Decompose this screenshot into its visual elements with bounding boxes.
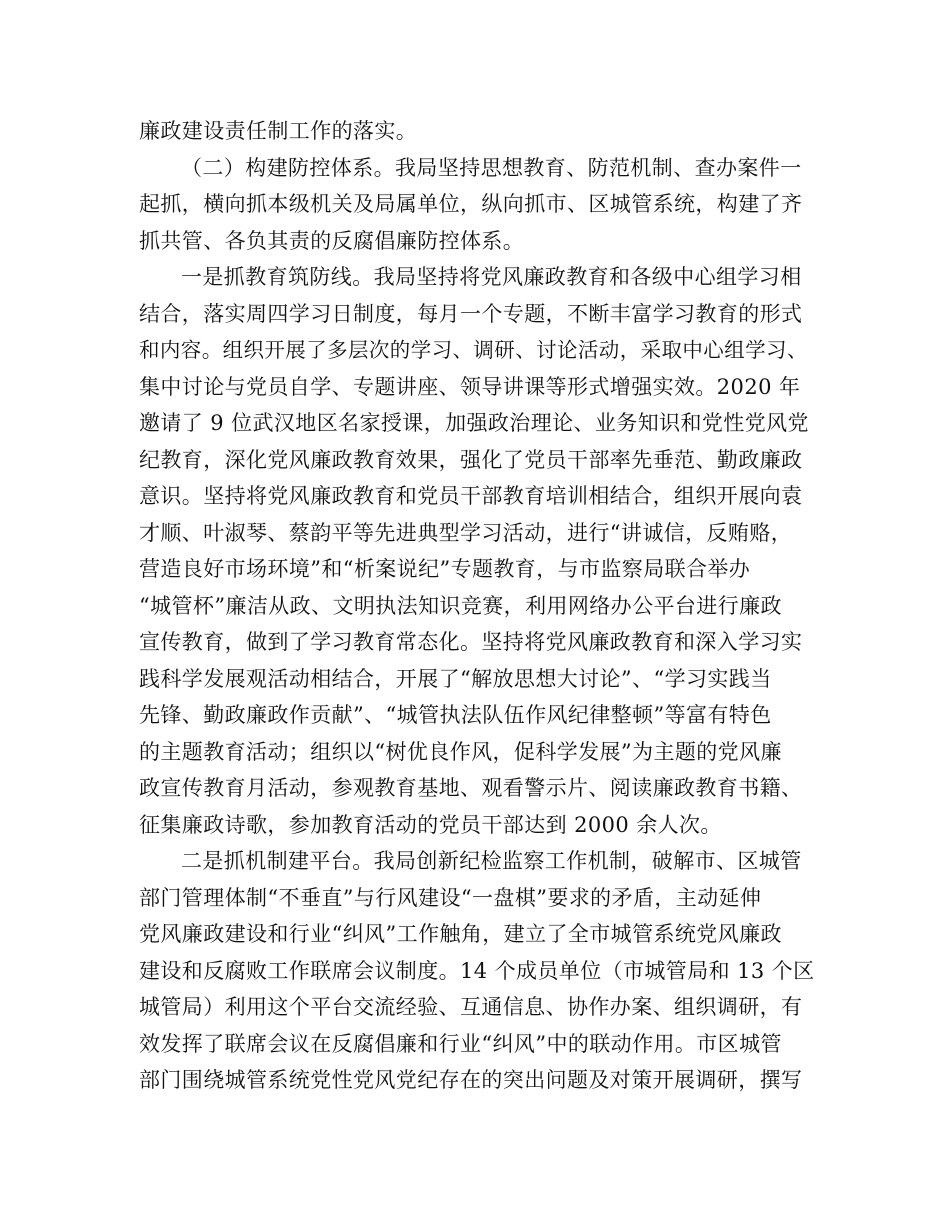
paragraph-first-line: 一是抓教育筑防线。我局坚持将党风廉政教育和各级中心组学习相: [181, 265, 802, 289]
paragraph-first-line: （二）构建防控体系。我局坚持思想教育、防范机制、查办案件一: [181, 155, 802, 180]
text-line: 营造良好市场环境”和“析案说纪”专题教育，与市监察局联合举办: [139, 557, 751, 581]
text-line: 抓共管、各负其责的反腐倡廉防控体系。: [139, 228, 525, 253]
paragraph-first-line: 二是抓机制建平台。我局创新纪检监察工作机制，破解市、区城管: [181, 849, 802, 873]
text-line: “城管杯”廉洁从政、文明执法知识竞赛，利用网络办公平台进行廉政: [139, 593, 782, 618]
text-line: 践科学发展观活动相结合，开展了“解放思想大讨论”、“学习实践当: [139, 666, 772, 691]
text-line: 和内容。组织开展了多层次的学习、调研、讨论活动，采取中心组学习、: [139, 338, 808, 362]
text-line: 结合，落实周四学习日制度，每月一个专题，不断丰富学习教育的形式: [139, 301, 803, 326]
text-line: 部门管理体制“不垂直”与行风建设“一盘棋”要求的矛盾，主动延伸: [139, 885, 762, 910]
text-line: 城管局）利用这个平台交流经验、互通信息、协作办案、组织调研，有: [139, 995, 803, 1019]
text-line: 廉政建设责任制工作的落实。: [139, 119, 418, 143]
text-line: 才顺、叶淑琴、蔡韵平等先进典型学习活动，进行“讲诚信，反贿赂，: [139, 520, 793, 545]
text-line: 先锋、勤政廉政作贡献”、“城管执法队伍作风纪律整顿”等富有特色: [139, 703, 772, 727]
text-line: 建设和反腐败工作联席会议制度。14 个成员单位（市城管局和 13 个区: [139, 958, 815, 983]
text-line: 政宣传教育月活动，参观教育基地、观看警示片、阅读廉政教育书籍、: [139, 776, 803, 800]
text-line: 部门围绕城管系统党性党风党纪存在的突出问题及对策开展调研，撰写: [139, 1068, 803, 1092]
text-line: 征集廉政诗歌，参加教育活动的党员干部达到 2000 余人次。: [139, 812, 722, 837]
text-line: 邀请了 9 位武汉地区名家授课，加强政治理论、业务知识和党性党风党: [139, 411, 809, 435]
document-body: [139, 113, 821, 1099]
text-line: 集中讨论与党员自学、专题讲座、领导讲课等形式增强实效。2020 年: [139, 374, 801, 399]
text-line: 党风廉政建设和行业“纠风”工作触角，建立了全市城管系统党风廉政: [139, 922, 782, 946]
text-line: 纪教育，深化党风廉政教育效果，强化了党员干部率先垂范、勤政廉政: [139, 447, 803, 472]
text-line: 的主题教育活动；组织以“树优良作风，促科学发展”为主题的党风廉: [139, 739, 782, 764]
text-line: 效发挥了联席会议在反腐倡廉和行业“纠风”中的联动作用。市区城管: [139, 1031, 782, 1056]
text-line: 宣传教育，做到了学习教育常态化。坚持将党风廉政教育和深入学习实: [139, 630, 803, 654]
text-line: 起抓，横向抓本级机关及局属单位，纵向抓市、区城管系统，构建了齐: [139, 192, 803, 216]
text-line: 意识。坚持将党风廉政教育和党员干部教育培训相结合，组织开展向袁: [139, 484, 803, 508]
